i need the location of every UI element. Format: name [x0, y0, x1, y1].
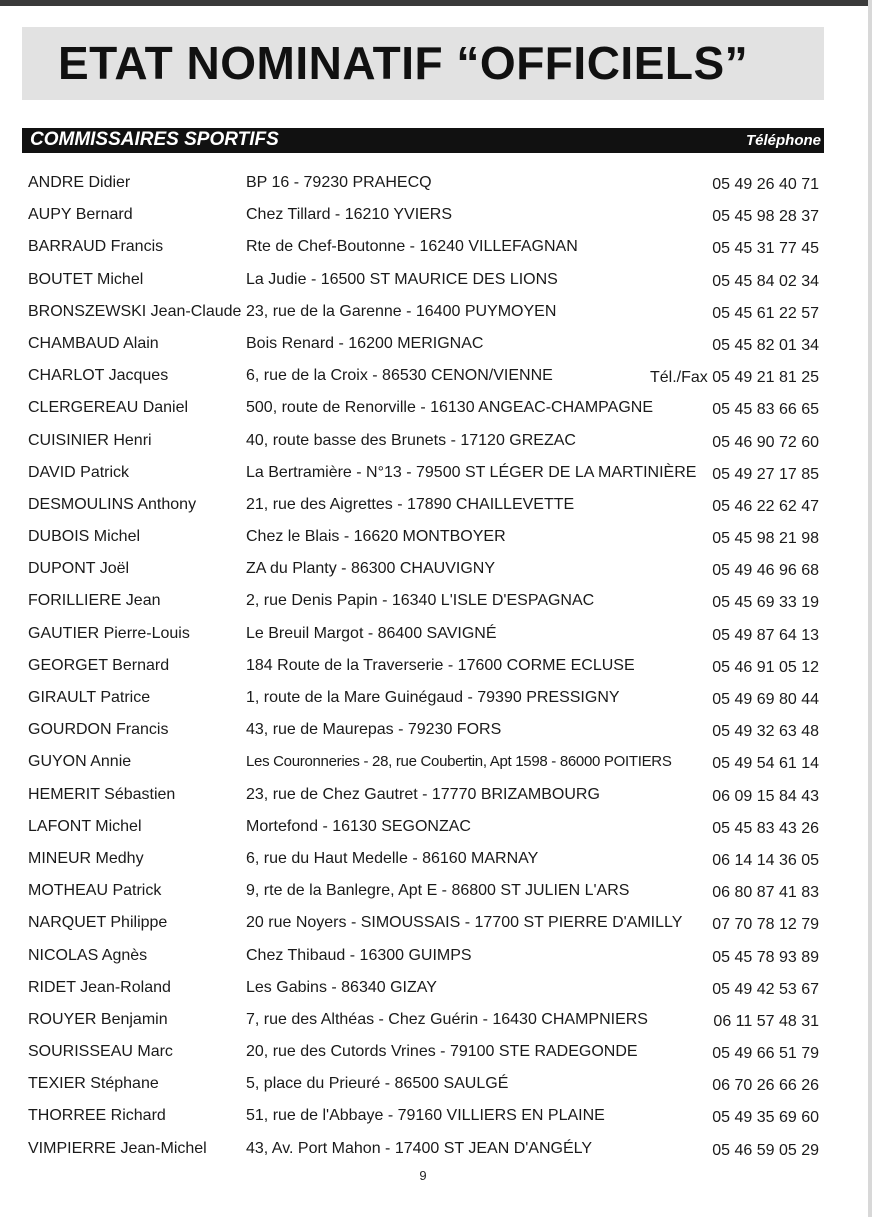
official-phone: 05 49 35 69 60: [712, 1109, 819, 1127]
list-item: [0, 1036, 872, 1068]
official-phone: 05 49 69 80 44: [712, 691, 819, 708]
official-phone: 06 11 57 48 31: [713, 1012, 819, 1030]
official-phone: 05 45 83 66 65: [712, 401, 819, 419]
official-phone: 06 14 14 36 05: [712, 851, 819, 869]
official-name: AUPY Bernard: [28, 206, 133, 224]
official-name: DESMOULINS Anthony: [28, 495, 197, 513]
official-address: Chez Thibaud - 16300 GUIMPS: [246, 946, 472, 964]
list-item: [0, 1068, 872, 1100]
list-item: [0, 618, 872, 650]
official-phone: 05 49 46 96 68: [712, 562, 819, 580]
official-address: La Bertramière - N°13 - 79500 ST LÉGER DE LA MARTINIÈRE: [246, 463, 697, 481]
official-phone: 05 45 98 21 98: [712, 530, 819, 548]
page-number: 9: [419, 1168, 427, 1183]
official-phone: 05 46 90 72 60: [712, 433, 819, 451]
official-name: NARQUET Philippe: [28, 914, 168, 932]
list-item: [0, 940, 872, 972]
official-address: 40, route basse des Brunets - 17120 GREZAC: [246, 431, 576, 449]
official-phone: 05 45 78 93 89: [712, 948, 819, 966]
official-address: 2, rue Denis Papin - 16340 L'ISLE D'ESPAGNAC: [246, 592, 595, 610]
list-item: [0, 264, 872, 296]
official-address: 7, rue des Althéas - Chez Guérin - 16430 CHAMPNIERS: [246, 1010, 648, 1028]
official-name: BOUTET Michel: [28, 270, 144, 288]
list-item: [0, 650, 872, 682]
list-item: [0, 553, 872, 585]
official-address: Chez le Blais - 16620 MONTBOYER: [246, 528, 506, 546]
official-phone: 05 49 27 17 85: [712, 465, 819, 483]
official-name: CLERGEREAU Daniel: [28, 399, 189, 417]
official-phone: 05 49 54 61 14: [712, 755, 819, 773]
official-address: 6, rue du Haut Medelle - 86160 MARNAY: [246, 849, 539, 867]
list-item: [0, 328, 872, 360]
official-phone: Tél./Fax 05 49 21 81 25: [650, 369, 819, 387]
official-name: GAUTIER Pierre-Louis: [28, 624, 190, 642]
official-name: DUPONT Joël: [28, 560, 130, 578]
official-address: Le Breuil Margot - 86400 SAVIGNÉ: [246, 624, 497, 642]
official-name: HEMERIT Sébastien: [28, 785, 176, 803]
list-item: [0, 811, 872, 843]
list-item: [0, 746, 872, 778]
official-address: Les Couronneries - 28, rue Coubertin, Apt 1598 - 86000 POITIERS: [246, 753, 672, 771]
official-name: RIDET Jean-Roland: [28, 978, 171, 996]
official-phone: 06 70 26 66 26: [712, 1077, 819, 1095]
official-address: BP 16 - 79230 PRAHECQ: [246, 174, 432, 191]
list-item: [0, 231, 872, 263]
official-phone: 05 45 69 33 19: [712, 594, 819, 612]
official-phone: 05 49 32 63 48: [712, 723, 819, 741]
official-address: 43, Av. Port Mahon - 17400 ST JEAN D'ANGÉLY: [246, 1139, 593, 1157]
list-item: [0, 1100, 872, 1132]
list-item: [0, 585, 872, 617]
list-item: [0, 1004, 872, 1036]
official-name: ANDRE Didier: [28, 174, 131, 191]
official-address: 51, rue de l'Abbaye - 79160 VILLIERS EN PLAINE: [246, 1107, 605, 1125]
list-item: [0, 907, 872, 939]
official-address: Bois Renard - 16200 MERIGNAC: [246, 334, 484, 352]
official-address: 43, rue de Maurepas - 79230 FORS: [246, 721, 502, 739]
list-item: [0, 779, 872, 811]
section-header-bar: [22, 128, 824, 153]
official-name: FORILLIERE Jean: [28, 592, 161, 610]
official-phone: 05 45 61 22 57: [712, 304, 819, 322]
list-item: [0, 714, 872, 746]
official-name: GOURDON Francis: [28, 721, 169, 739]
section-title: COMMISSAIRES SPORTIFS: [30, 129, 279, 150]
official-address: ZA du Planty - 86300 CHAUVIGNY: [246, 560, 495, 578]
list-item: [0, 682, 872, 714]
official-name: CHARLOT Jacques: [28, 367, 169, 385]
list-item: [0, 489, 872, 521]
official-address: Chez Tillard - 16210 YVIERS: [246, 206, 453, 224]
official-address: Mortefond - 16130 SEGONZAC: [246, 817, 471, 835]
official-address: 9, rte de la Banlegre, Apt E - 86800 ST JULIEN L'ARS: [246, 882, 630, 900]
official-phone: 05 46 59 05 29: [712, 1141, 819, 1159]
official-address: La Judie - 16500 ST MAURICE DES LIONS: [246, 270, 558, 288]
official-name: SOURISSEAU Marc: [28, 1043, 173, 1061]
list-item: [0, 392, 872, 424]
official-phone: 05 45 84 02 34: [712, 272, 819, 290]
official-address: 21, rue des Aigrettes - 17890 CHAILLEVETTE: [246, 495, 575, 513]
official-name: MINEUR Medhy: [28, 849, 144, 867]
official-phone: 05 46 91 05 12: [712, 658, 819, 676]
phone-column-header: Téléphone: [745, 132, 821, 149]
list-item: [0, 972, 872, 1004]
list-item: [0, 296, 872, 328]
page-top-edge: [0, 0, 872, 6]
official-phone: 05 45 83 43 26: [712, 819, 819, 837]
official-name: GUYON Annie: [28, 753, 132, 771]
official-address: 20 rue Noyers - SIMOUSSAIS - 17700 ST PIERRE D'AMILLY: [246, 914, 683, 932]
official-name: ROUYER Benjamin: [28, 1010, 168, 1028]
list-item: [0, 425, 872, 457]
official-name: TEXIER Stéphane: [28, 1075, 159, 1093]
official-address: 23, rue de la Garenne - 16400 PUYMOYEN: [246, 302, 557, 320]
official-address: 5, place du Prieuré - 86500 SAULGÉ: [246, 1075, 509, 1093]
official-phone: 05 45 31 77 45: [712, 240, 819, 258]
official-address: Les Gabins - 86340 GIZAY: [246, 978, 437, 996]
list-item: [0, 875, 872, 907]
official-name: THORREE Richard: [28, 1107, 166, 1125]
official-phone: 05 45 82 01 34: [712, 336, 819, 354]
official-name: CUISINIER Henri: [28, 431, 152, 449]
official-name: LAFONT Michel: [28, 817, 142, 835]
list-item: [0, 1133, 872, 1165]
list-item: [0, 521, 872, 553]
official-name: GIRAULT Patrice: [28, 689, 151, 706]
official-phone: 05 49 42 53 67: [712, 980, 819, 998]
official-address: 184 Route de la Traverserie - 17600 CORME ECLUSE: [246, 656, 635, 674]
official-address: 23, rue de Chez Gautret - 17770 BRIZAMBOURG: [246, 785, 600, 803]
page-title: ETAT NOMINATIF “OFFICIELS”: [58, 37, 749, 89]
official-address: 1, route de la Mare Guinégaud - 79390 PRESSIGNY: [246, 689, 620, 706]
list-item: [0, 167, 872, 199]
official-phone: 05 46 22 62 47: [712, 497, 819, 515]
official-name: BRONSZEWSKI Jean-Claude: [28, 302, 242, 320]
official-phone: 05 49 26 40 71: [712, 176, 819, 193]
official-address: 6, rue de la Croix - 86530 CENON/VIENNE: [246, 367, 553, 385]
official-phone: 05 49 66 51 79: [712, 1045, 819, 1063]
official-name: BARRAUD Francis: [28, 238, 164, 256]
list-item: [0, 843, 872, 875]
official-name: DUBOIS Michel: [28, 528, 141, 546]
official-phone: 05 45 98 28 37: [712, 208, 819, 226]
official-address: Rte de Chef-Boutonne - 16240 VILLEFAGNAN: [246, 238, 578, 256]
official-name: VIMPIERRE Jean-Michel: [28, 1139, 207, 1157]
official-phone: 05 49 87 64 13: [712, 626, 819, 644]
official-name: NICOLAS Agnès: [28, 946, 148, 964]
official-address: 500, route de Renorville - 16130 ANGEAC-CHAMPAGNE: [246, 399, 653, 417]
official-phone: 07 70 78 12 79: [712, 916, 819, 934]
officials-list: [0, 167, 872, 1165]
official-name: GEORGET Bernard: [28, 656, 170, 674]
list-item: [0, 199, 872, 231]
official-name: CHAMBAUD Alain: [28, 334, 159, 352]
official-name: MOTHEAU Patrick: [28, 882, 162, 900]
list-item: [0, 360, 872, 392]
official-address: 20, rue des Cutords Vrines - 79100 STE RADEGONDE: [246, 1043, 638, 1061]
list-item: [0, 457, 872, 489]
official-phone: 06 80 87 41 83: [712, 884, 819, 902]
official-name: DAVID Patrick: [28, 463, 130, 481]
official-phone: 06 09 15 84 43: [712, 787, 819, 805]
